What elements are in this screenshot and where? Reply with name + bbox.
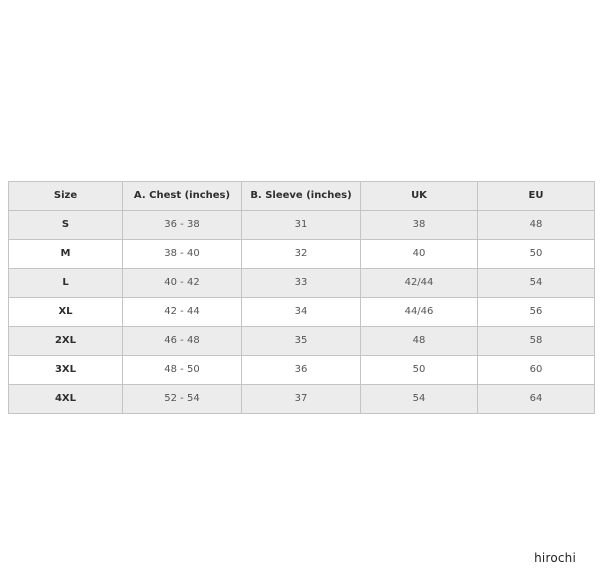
size-cell: S: [9, 211, 123, 240]
header-uk: UK: [361, 182, 478, 211]
chest-cell: 52 - 54: [123, 385, 242, 414]
table-row: [9, 240, 595, 269]
chest-cell: 40 - 42: [123, 269, 242, 298]
size-cell: M: [9, 240, 123, 269]
sleeve-cell: 36: [242, 356, 361, 385]
uk-cell: 50: [361, 356, 478, 385]
sleeve-cell: 32: [242, 240, 361, 269]
sleeve-cell: 31: [242, 211, 361, 240]
table-row: [9, 327, 595, 356]
chest-cell: 48 - 50: [123, 356, 242, 385]
eu-cell: 48: [478, 211, 595, 240]
table-row: [9, 385, 595, 414]
header-eu: EU: [478, 182, 595, 211]
header-size: Size: [9, 182, 123, 211]
eu-cell: 58: [478, 327, 595, 356]
size-cell: 2XL: [9, 327, 123, 356]
size-cell: 4XL: [9, 385, 123, 414]
uk-cell: 42/44: [361, 269, 478, 298]
eu-cell: 56: [478, 298, 595, 327]
uk-cell: 48: [361, 327, 478, 356]
table-row: [9, 356, 595, 385]
size-cell: L: [9, 269, 123, 298]
sleeve-cell: 37: [242, 385, 361, 414]
chest-cell: 42 - 44: [123, 298, 242, 327]
eu-cell: 64: [478, 385, 595, 414]
sleeve-cell: 35: [242, 327, 361, 356]
size-cell: 3XL: [9, 356, 123, 385]
watermark-text: hirochi: [534, 551, 576, 565]
size-cell: XL: [9, 298, 123, 327]
table-row: [9, 211, 595, 240]
sleeve-cell: 34: [242, 298, 361, 327]
table-row: [9, 269, 595, 298]
chest-cell: 46 - 48: [123, 327, 242, 356]
uk-cell: 40: [361, 240, 478, 269]
table-header-row: [9, 182, 595, 211]
chest-cell: 38 - 40: [123, 240, 242, 269]
chest-cell: 36 - 38: [123, 211, 242, 240]
uk-cell: 44/46: [361, 298, 478, 327]
size-chart-table: [8, 181, 595, 414]
header-sleeve: B. Sleeve (inches): [242, 182, 361, 211]
sleeve-cell: 33: [242, 269, 361, 298]
uk-cell: 54: [361, 385, 478, 414]
eu-cell: 54: [478, 269, 595, 298]
header-chest: A. Chest (inches): [123, 182, 242, 211]
eu-cell: 60: [478, 356, 595, 385]
eu-cell: 50: [478, 240, 595, 269]
uk-cell: 38: [361, 211, 478, 240]
table-row: [9, 298, 595, 327]
